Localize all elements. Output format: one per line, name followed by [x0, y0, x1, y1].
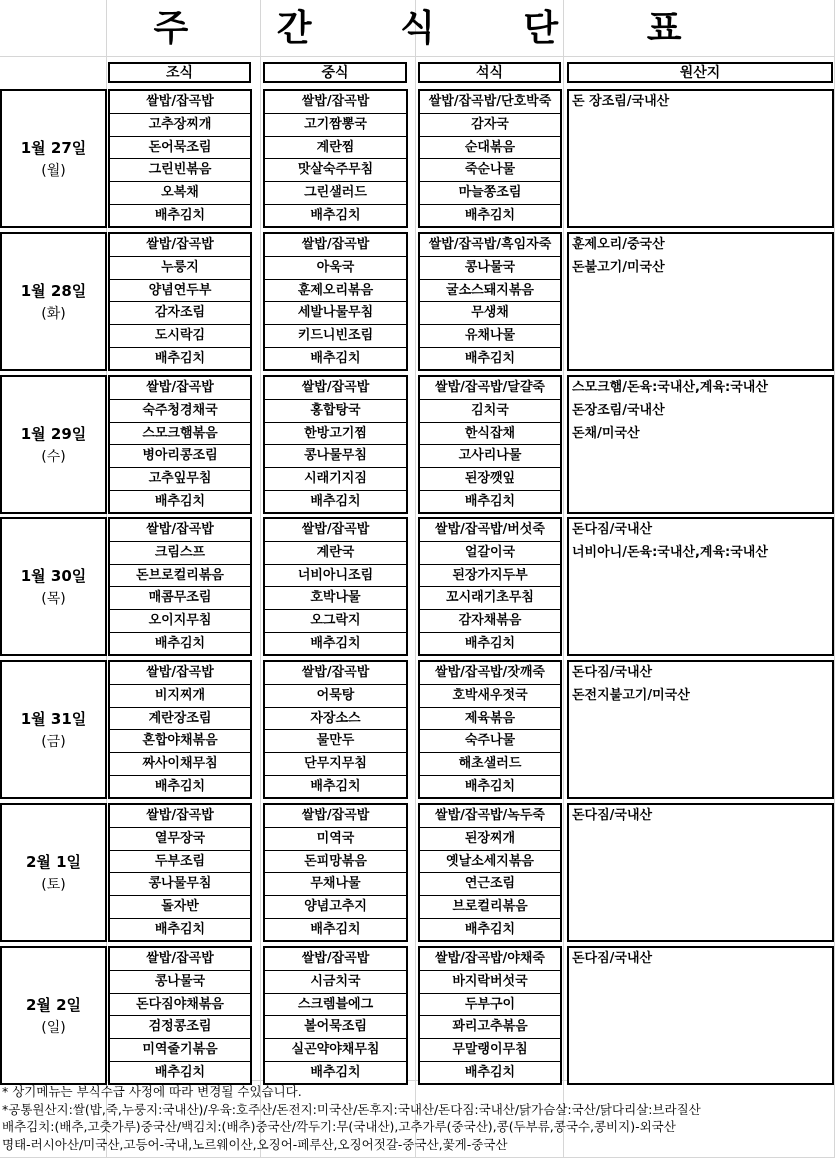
day-weekday: (목) [41, 591, 66, 607]
menu-item: 콩나물무침 [110, 873, 250, 896]
menu-item: 고추잎무침 [110, 468, 250, 491]
menu-item: 배추김치 [464, 922, 516, 938]
menu-item: 열무장국 [110, 828, 250, 851]
menu-item: 실곤약야채무침 [265, 1039, 406, 1062]
menu-item: 스모크햄볶음 [110, 423, 250, 446]
menu-item: 호박새우젓국 [420, 685, 560, 708]
day-weekday: (일) [41, 1020, 66, 1036]
menu-item: 감자조림 [110, 302, 250, 325]
dinner-column [418, 517, 562, 656]
origin-column [567, 660, 834, 799]
menu-item: 키드니빈조림 [265, 325, 406, 348]
menu-item: 감자채볶음 [420, 610, 560, 633]
origin-item: 돈채/미국산 [572, 425, 640, 441]
day-label [0, 375, 107, 514]
menu-item: 쌀밥/잡곡밥/야채죽 [420, 948, 560, 971]
day-date: 1월 31일 [20, 710, 87, 728]
day-date: 1월 30일 [20, 567, 87, 585]
menu-item: 옛날소세지볶음 [420, 851, 560, 874]
menu-item: 배추김치 [310, 494, 361, 510]
menu-item: 배추김치 [154, 208, 206, 224]
menu-item: 배추김치 [310, 351, 361, 367]
day-date: 1월 27일 [20, 139, 87, 157]
menu-item: 얼갈이국 [420, 542, 560, 565]
menu-item: 배추김치 [464, 1065, 516, 1081]
menu-item: 두부구이 [420, 994, 560, 1017]
menu-item: 오그락지 [265, 610, 406, 633]
dinner-column [418, 803, 562, 942]
note-line: * 상기메뉴는 부식수급 사정에 따라 변경될 수있습니다. [2, 1084, 302, 1099]
dinner-column [418, 946, 562, 1085]
menu-item: 배추김치 [310, 779, 361, 795]
menu-item: 한방고기찜 [265, 423, 406, 446]
menu-item: 된장깻잎 [420, 468, 560, 491]
menu-item: 배추김치 [310, 1065, 361, 1081]
menu-item: 해초샐러드 [420, 753, 560, 776]
menu-item: 쌀밥/잡곡밥/녹두죽 [420, 805, 560, 828]
menu-item: 병아리콩조림 [110, 445, 250, 468]
origin-column [567, 946, 834, 1085]
menu-item: 죽순나물 [420, 159, 560, 182]
menu-item: 무생채 [420, 302, 560, 325]
menu-item: 그린빈볶음 [110, 159, 250, 182]
breakfast-column [108, 946, 252, 1085]
header-dinner: 석식 [418, 62, 561, 83]
menu-item: 단무지무침 [265, 753, 406, 776]
menu-item: 쌀밥/잡곡밥 [265, 662, 406, 685]
origin-item: 돈 장조림/국내산 [572, 94, 670, 109]
menu-item: 아욱국 [265, 257, 406, 280]
origin-item: 돈다짐/국내산 [572, 808, 653, 823]
menu-item: 김치국 [420, 400, 560, 423]
menu-item: 두부조림 [110, 851, 250, 874]
lunch-column [263, 232, 408, 371]
menu-item: 시래기지짐 [265, 468, 406, 491]
menu-item: 꽈리고추볶음 [420, 1016, 560, 1039]
menu-item: 한식잡채 [420, 423, 560, 446]
menu-item: 마늘쫑조림 [420, 182, 560, 205]
origin-item: 돈다짐/국내산 [572, 665, 653, 680]
header-lunch: 중식 [263, 62, 407, 83]
note-line: 배추김치:(배추,고춧가루)중국산/백김치:(배추)중국산/깍두기:무(국내산),고추가루(중국산),콩(두부류,콩국수,콩비지)-외국산 [2, 1119, 676, 1135]
menu-item: 배추김치 [154, 779, 206, 795]
menu-item: 계란장조림 [110, 708, 250, 731]
menu-item: 무말랭이무침 [420, 1039, 560, 1062]
lunch-column [263, 89, 408, 228]
menu-item: 검정콩조림 [110, 1016, 250, 1039]
origin-item: 돈다짐/국내산 [572, 522, 653, 537]
day-label [0, 660, 107, 799]
breakfast-column [108, 660, 252, 799]
day-date: 2월 2일 [25, 996, 82, 1014]
menu-item: 감자국 [420, 114, 560, 137]
menu-item: 쌀밥/잡곡밥 [110, 662, 250, 685]
menu-item: 연근조림 [420, 873, 560, 896]
origin-item: 너비아니/돈육:국내산,계육:국내산 [572, 544, 768, 560]
menu-item: 배추김치 [154, 494, 206, 510]
menu-item: 그린샐러드 [265, 182, 406, 205]
origin-column [567, 517, 834, 656]
menu-item: 쌀밥/잡곡밥 [265, 805, 406, 828]
menu-item: 쌀밥/잡곡밥 [110, 948, 250, 971]
menu-item: 무채나물 [265, 873, 406, 896]
menu-item: 숙주청경채국 [110, 400, 250, 423]
day-label [0, 517, 107, 656]
menu-item: 계란국 [265, 542, 406, 565]
day-date: 1월 29일 [20, 425, 87, 443]
menu-item: 쌀밥/잡곡밥/잣깨죽 [420, 662, 560, 685]
menu-item: 미역줄기볶음 [110, 1039, 250, 1062]
menu-item: 고사리나물 [420, 445, 560, 468]
menu-item: 도시락김 [110, 325, 250, 348]
day-date: 1월 28일 [20, 282, 87, 300]
menu-item: 쌀밥/잡곡밥/버섯죽 [420, 519, 560, 542]
menu-item: 세발나물무침 [265, 302, 406, 325]
menu-item: 된장가지두부 [420, 565, 560, 588]
menu-item: 쌀밥/잡곡밥/흑임자죽 [420, 234, 560, 257]
dinner-column [418, 89, 562, 228]
menu-item: 배추김치 [464, 779, 516, 795]
menu-item: 배추김치 [154, 636, 206, 652]
menu-item: 쌀밥/잡곡밥 [265, 377, 406, 400]
menu-item: 제육볶음 [420, 708, 560, 731]
menu-item: 콩나물무침 [265, 445, 406, 468]
menu-item: 호박나물 [265, 587, 406, 610]
day-date: 2월 1일 [25, 853, 82, 871]
day-label [0, 803, 107, 942]
menu-item: 크림스프 [110, 542, 250, 565]
day-weekday: (금) [41, 734, 66, 750]
origin-item: 돈장조림/국내산 [572, 402, 665, 418]
menu-item: 오복채 [110, 182, 250, 205]
menu-item: 굴소스돼지볶음 [420, 280, 560, 303]
breakfast-column [108, 375, 252, 514]
menu-item: 시금치국 [265, 971, 406, 994]
menu-item: 배추김치 [154, 922, 206, 938]
menu-item: 오이지무침 [110, 610, 250, 633]
notes-section [2, 1083, 835, 1153]
menu-item: 너비아니조림 [265, 565, 406, 588]
menu-item: 비지찌개 [110, 685, 250, 708]
day-label [0, 89, 107, 228]
menu-item: 양념연두부 [110, 280, 250, 303]
menu-item: 돈다짐야채볶음 [110, 994, 250, 1017]
menu-item: 볼어묵조림 [265, 1016, 406, 1039]
menu-item: 쌀밥/잡곡밥/단호박죽 [420, 91, 560, 114]
menu-item: 쌀밥/잡곡밥 [110, 91, 250, 114]
menu-item: 물만두 [265, 730, 406, 753]
origin-column [567, 803, 834, 942]
menu-item: 배추김치 [154, 1065, 206, 1081]
day-weekday: (토) [41, 877, 66, 893]
menu-item: 혼합야채볶음 [110, 730, 250, 753]
lunch-column [263, 946, 408, 1085]
menu-item: 스크렘블에그 [265, 994, 406, 1017]
dinner-column [418, 232, 562, 371]
menu-item: 홍합탕국 [265, 400, 406, 423]
menu-item: 쌀밥/잡곡밥 [110, 805, 250, 828]
menu-item: 배추김치 [310, 208, 361, 224]
day-label [0, 232, 107, 371]
menu-item: 돌자반 [110, 896, 250, 919]
menu-item: 유채나물 [420, 325, 560, 348]
menu-item: 쌀밥/잡곡밥 [265, 948, 406, 971]
menu-item: 쌀밥/잡곡밥 [265, 234, 406, 257]
origin-item: 돈전지불고기/미국산 [572, 687, 690, 703]
menu-item: 맛살숙주무침 [265, 159, 406, 182]
menu-item: 쌀밥/잡곡밥 [265, 519, 406, 542]
menu-item: 배추김치 [310, 922, 361, 938]
lunch-column [263, 375, 408, 514]
day-weekday: (수) [41, 449, 66, 465]
menu-item: 순대볶음 [420, 137, 560, 160]
menu-item: 고기짬뽕국 [265, 114, 406, 137]
menu-item: 돈피망볶음 [265, 851, 406, 874]
menu-item: 자장소스 [265, 708, 406, 731]
menu-item: 쌀밥/잡곡밥 [110, 377, 250, 400]
breakfast-column [108, 232, 252, 371]
menu-item: 브로컬리볶음 [420, 896, 560, 919]
menu-item: 계란찜 [265, 137, 406, 160]
menu-item: 콩나물국 [110, 971, 250, 994]
header-breakfast: 조식 [108, 62, 251, 83]
menu-item: 배추김치 [154, 351, 206, 367]
origin-column [567, 232, 834, 371]
origin-item: 훈제오리/중국산 [572, 237, 665, 252]
note-line: *공통원산지:쌀(밥,죽,누룽지:국내산)/우육:호주산/돈전지:미국산/돈후지:국내산/돈다짐:국내산/닭가슴살:국산/닭다리살:브라질산 [2, 1101, 701, 1117]
origin-item: 돈불고기/미국산 [572, 259, 665, 275]
menu-item: 미역국 [265, 828, 406, 851]
menu-item: 양념고추지 [265, 896, 406, 919]
origin-item: 돈다짐/국내산 [572, 951, 653, 966]
menu-item: 돈브로컬리볶음 [110, 565, 250, 588]
menu-item: 배추김치 [310, 636, 361, 652]
menu-item: 배추김치 [464, 636, 516, 652]
menu-item: 숙주나물 [420, 730, 560, 753]
menu-item: 바지락버섯국 [420, 971, 560, 994]
origin-column [567, 375, 834, 514]
day-weekday: (화) [41, 306, 66, 322]
lunch-column [263, 660, 408, 799]
origin-item: 스모크햄/돈육:국내산,계육:국내산 [572, 380, 768, 395]
menu-item: 짜사이채무침 [110, 753, 250, 776]
menu-item: 매콤무조림 [110, 587, 250, 610]
menu-item: 배추김치 [464, 208, 516, 224]
lunch-column [263, 517, 408, 656]
menu-item: 쌀밥/잡곡밥 [265, 91, 406, 114]
menu-item: 된장찌개 [420, 828, 560, 851]
menu-item: 배추김치 [464, 351, 516, 367]
menu-item: 돈어묵조림 [110, 137, 250, 160]
day-weekday: (월) [41, 163, 66, 179]
breakfast-column [108, 517, 252, 656]
menu-item: 쌀밥/잡곡밥/달걀죽 [420, 377, 560, 400]
page-title: 주 간 식 단 표 [153, 8, 720, 49]
menu-item: 고추장찌개 [110, 114, 250, 137]
menu-item: 쌀밥/잡곡밥 [110, 234, 250, 257]
dinner-column [418, 660, 562, 799]
header-origin: 원산지 [567, 62, 833, 83]
note-line: 명태-러시아산/미국산,고등어-국내,노르웨이산,오징어-페루산,오징어젓갈-중국산,꽃게-중국산 [2, 1136, 508, 1152]
menu-item: 콩나물국 [420, 257, 560, 280]
menu-item: 훈제오리볶음 [265, 280, 406, 303]
lunch-column [263, 803, 408, 942]
day-label [0, 946, 107, 1085]
menu-item: 누룽지 [110, 257, 250, 280]
breakfast-column [108, 803, 252, 942]
origin-column [567, 89, 834, 228]
menu-item: 꼬시래기초무침 [420, 587, 560, 610]
menu-item: 배추김치 [464, 494, 516, 510]
breakfast-column [108, 89, 252, 228]
menu-item: 어묵탕 [265, 685, 406, 708]
menu-item: 쌀밥/잡곡밥 [110, 519, 250, 542]
dinner-column [418, 375, 562, 514]
